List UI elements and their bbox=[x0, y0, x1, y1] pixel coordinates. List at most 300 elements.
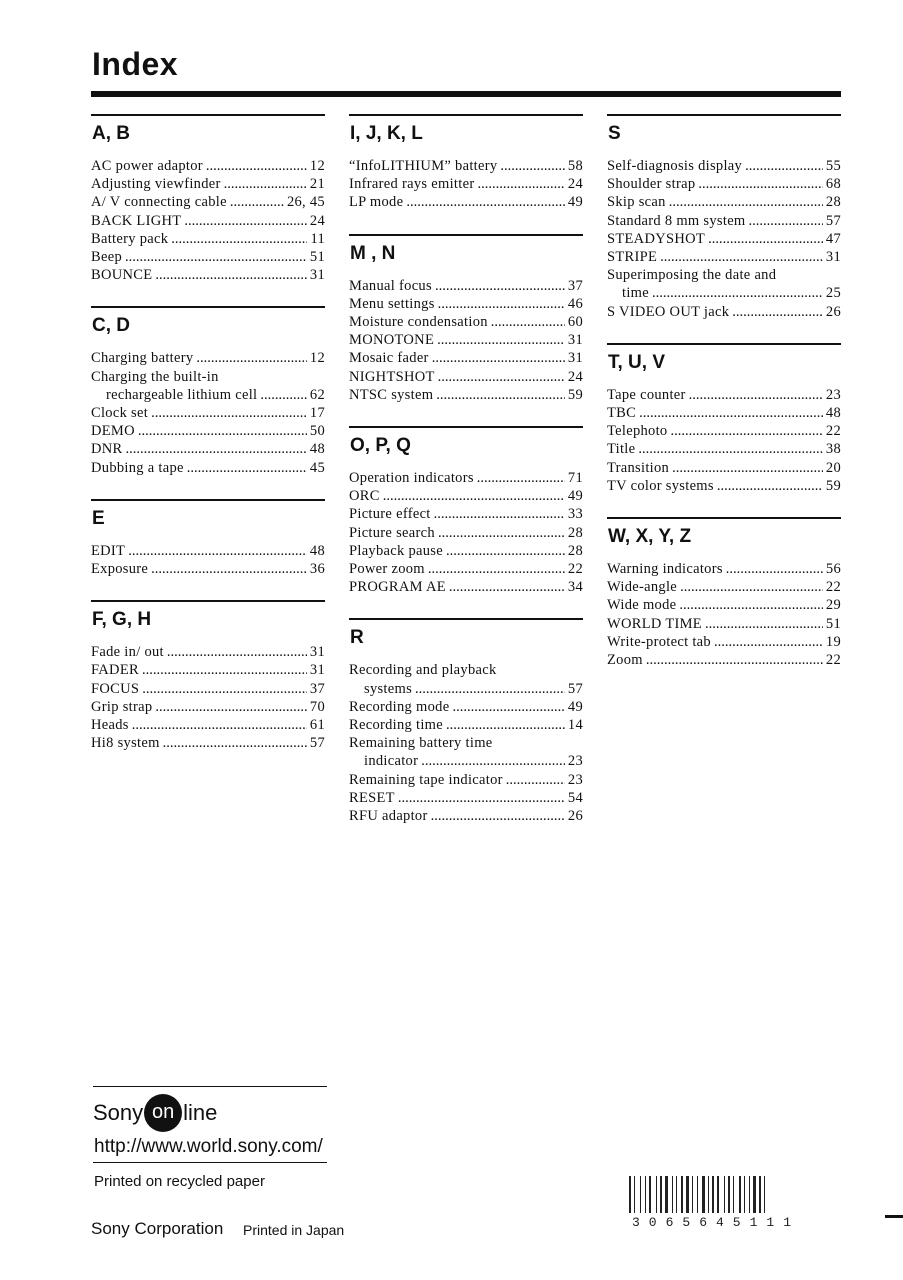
entry-row bbox=[91, 157, 325, 175]
dot-leader bbox=[206, 157, 307, 175]
section-heading: O, P, Q bbox=[350, 435, 411, 457]
corporation-name: Sony Corporation bbox=[91, 1219, 224, 1238]
entry-row bbox=[91, 440, 325, 458]
section-heading: C, D bbox=[92, 315, 130, 337]
barcode-bar bbox=[676, 1176, 677, 1213]
index-entry bbox=[91, 734, 325, 752]
entry-row bbox=[91, 404, 325, 422]
entry-row bbox=[607, 230, 841, 248]
index-entry bbox=[91, 212, 325, 230]
entry-term: Skip scan bbox=[607, 194, 666, 211]
entry-term-line: Superimposing the date and bbox=[607, 267, 777, 284]
website-url[interactable]: http://www.world.sony.com/ bbox=[94, 1136, 323, 1157]
entry-page-number: 14 bbox=[567, 717, 583, 734]
entry-page-number: 47 bbox=[825, 230, 841, 247]
entry-term: “InfoLITHIUM” battery bbox=[349, 158, 498, 174]
dot-leader bbox=[500, 157, 564, 175]
entry-page-number: 62 bbox=[309, 386, 325, 403]
entry-term: Write-protect tab bbox=[607, 633, 711, 650]
entry-row bbox=[91, 643, 325, 661]
index-entry bbox=[349, 368, 583, 386]
index-entry bbox=[607, 578, 841, 596]
entry-row bbox=[91, 716, 325, 734]
index-entry bbox=[607, 596, 841, 614]
footer-rule bbox=[93, 1162, 327, 1163]
entry-page-number: 49 bbox=[567, 488, 583, 505]
entry-list bbox=[607, 386, 841, 495]
dot-leader bbox=[138, 422, 307, 440]
entry-term: systems bbox=[364, 680, 413, 697]
dot-leader bbox=[491, 313, 565, 331]
entry-row bbox=[607, 386, 841, 404]
index-entry bbox=[607, 651, 841, 669]
index-entry bbox=[349, 193, 583, 211]
section-heading: F, G, H bbox=[92, 609, 152, 631]
entry-term: Charging battery bbox=[91, 350, 194, 367]
index-entry bbox=[91, 698, 325, 716]
entry-row bbox=[349, 331, 583, 349]
barcode-bar bbox=[634, 1176, 635, 1213]
entry-page-number: 29 bbox=[825, 597, 841, 614]
entry-row bbox=[349, 698, 583, 716]
entry-page-number: 21 bbox=[309, 176, 325, 193]
index-entry bbox=[91, 440, 325, 458]
entry-page-number: 48 bbox=[309, 441, 325, 458]
index-entry bbox=[607, 459, 841, 477]
dot-leader bbox=[434, 505, 565, 523]
entry-row bbox=[91, 698, 325, 716]
index-entry bbox=[91, 643, 325, 661]
entry-row bbox=[607, 422, 841, 440]
dot-leader bbox=[477, 175, 564, 193]
entry-page-number: 57 bbox=[825, 212, 841, 229]
index-entry bbox=[91, 248, 325, 266]
entry-page-number: 12 bbox=[309, 350, 325, 367]
entry-term: NIGHTSHOT bbox=[349, 368, 435, 385]
index-section bbox=[91, 600, 325, 752]
index-entry bbox=[349, 524, 583, 542]
dot-leader bbox=[708, 230, 823, 248]
entry-page-number: 59 bbox=[825, 477, 841, 494]
barcode-bar bbox=[712, 1176, 714, 1213]
entry-page-number: 71 bbox=[567, 470, 583, 487]
entry-term: Moisture condensation bbox=[349, 314, 488, 331]
entry-page-number: 37 bbox=[567, 277, 583, 294]
entry-term: A/ V connecting cable bbox=[91, 194, 227, 211]
entry-term: ORC bbox=[349, 488, 380, 505]
entry-row bbox=[607, 440, 841, 458]
entry-row bbox=[349, 505, 583, 523]
page-title: Index bbox=[92, 46, 179, 82]
entry-row bbox=[349, 807, 583, 825]
index-column-2 bbox=[349, 114, 583, 847]
entry-row bbox=[607, 615, 841, 633]
entry-row bbox=[607, 284, 841, 302]
barcode-bar bbox=[640, 1176, 641, 1213]
index-section bbox=[349, 426, 583, 596]
dot-leader bbox=[421, 752, 565, 770]
index-entry bbox=[349, 295, 583, 313]
barcode-bar bbox=[629, 1176, 631, 1213]
barcode-bar bbox=[753, 1176, 756, 1213]
index-entry bbox=[349, 331, 583, 349]
entry-term: S VIDEO OUT jack bbox=[607, 303, 730, 320]
index-entry bbox=[91, 459, 325, 477]
index-entry bbox=[91, 560, 325, 578]
barcode-bar bbox=[697, 1176, 698, 1213]
index-section bbox=[349, 114, 583, 212]
dot-leader bbox=[449, 578, 565, 596]
entry-term: BOUNCE bbox=[91, 267, 153, 284]
entry-row bbox=[91, 349, 325, 367]
dot-leader bbox=[660, 248, 823, 266]
index-section bbox=[349, 234, 583, 404]
entry-page-number: 31 bbox=[309, 644, 325, 661]
dot-leader bbox=[128, 542, 307, 560]
index-entry bbox=[349, 313, 583, 331]
entry-page-number: 31 bbox=[825, 249, 841, 266]
entry-page-number: 22 bbox=[825, 652, 841, 669]
entry-row bbox=[349, 175, 583, 193]
index-section bbox=[607, 517, 841, 669]
section-heading: W, X, Y, Z bbox=[608, 526, 692, 548]
entry-page-number: 48 bbox=[825, 405, 841, 422]
entry-term: Picture search bbox=[349, 524, 435, 541]
entry-term: MONOTONE bbox=[349, 332, 435, 349]
entry-list bbox=[349, 157, 583, 212]
entry-term: Tape counter bbox=[607, 386, 686, 403]
entry-row bbox=[349, 789, 583, 807]
entry-page-number: 51 bbox=[309, 249, 325, 266]
entry-row bbox=[607, 175, 841, 193]
entry-list bbox=[607, 157, 841, 321]
index-entry bbox=[91, 349, 325, 367]
entry-page-number: 61 bbox=[309, 717, 325, 734]
entry-row bbox=[91, 422, 325, 440]
index-entry bbox=[349, 661, 583, 697]
entry-term: Exposure bbox=[91, 561, 149, 578]
dot-leader bbox=[438, 524, 565, 542]
entry-row bbox=[607, 248, 841, 266]
index-entry bbox=[607, 422, 841, 440]
index-entry bbox=[349, 578, 583, 596]
entry-term: RESET bbox=[349, 789, 395, 806]
barcode-bar bbox=[717, 1176, 719, 1213]
dot-leader bbox=[652, 284, 823, 302]
entry-page-number: 45 bbox=[309, 459, 325, 476]
page-edge-mark bbox=[885, 1215, 903, 1218]
entry-term: STEADYSHOT bbox=[607, 230, 706, 247]
entry-term: Picture effect bbox=[349, 506, 431, 523]
entry-page-number: 59 bbox=[567, 386, 583, 403]
entry-term: FADER bbox=[91, 662, 139, 679]
entry-page-number: 56 bbox=[825, 561, 841, 578]
entry-page-number: 33 bbox=[567, 506, 583, 523]
entry-term: RFU adaptor bbox=[349, 808, 428, 825]
entry-list bbox=[349, 469, 583, 596]
index-section bbox=[349, 618, 583, 825]
index-entry bbox=[349, 386, 583, 404]
dot-leader bbox=[196, 349, 307, 367]
entry-term: indicator bbox=[364, 753, 419, 770]
index-entry bbox=[349, 469, 583, 487]
dot-leader bbox=[446, 716, 565, 734]
entry-row bbox=[91, 212, 325, 230]
entry-term: Fade in/ out bbox=[91, 644, 164, 661]
entry-list bbox=[349, 661, 583, 825]
dot-leader bbox=[187, 459, 307, 477]
dot-leader bbox=[679, 596, 823, 614]
entry-page-number: 58 bbox=[567, 158, 583, 174]
entry-row bbox=[349, 368, 583, 386]
index-entry bbox=[91, 716, 325, 734]
entry-page-number: 24 bbox=[567, 368, 583, 385]
entry-row bbox=[349, 771, 583, 789]
index-entry bbox=[91, 193, 325, 211]
dot-leader bbox=[745, 157, 823, 175]
entry-term: Heads bbox=[91, 717, 129, 734]
entry-page-number: 26 bbox=[825, 303, 841, 320]
entry-page-number: 22 bbox=[567, 561, 583, 578]
dot-leader bbox=[698, 175, 823, 193]
barcode-bar bbox=[656, 1176, 657, 1213]
footer-rule bbox=[93, 1086, 327, 1087]
index-entry bbox=[349, 734, 583, 770]
dot-leader bbox=[437, 331, 565, 349]
index-entry bbox=[349, 505, 583, 523]
index-entry bbox=[91, 404, 325, 422]
index-entry bbox=[91, 230, 325, 248]
entry-term: Wide-angle bbox=[607, 579, 678, 596]
entry-term: FOCUS bbox=[91, 680, 140, 697]
dot-leader bbox=[155, 698, 307, 716]
barcode-bar bbox=[681, 1176, 683, 1213]
entry-row bbox=[349, 469, 583, 487]
entry-page-number: 60 bbox=[567, 314, 583, 331]
entry-term: Telephoto bbox=[607, 423, 668, 440]
index-entry bbox=[607, 440, 841, 458]
dot-leader bbox=[432, 349, 565, 367]
entry-term: Title bbox=[607, 441, 636, 458]
title-rule bbox=[91, 91, 841, 97]
entry-row bbox=[607, 459, 841, 477]
entry-row bbox=[91, 175, 325, 193]
entry-page-number: 48 bbox=[309, 542, 325, 559]
barcode-bar bbox=[708, 1176, 709, 1213]
dot-leader bbox=[646, 651, 823, 669]
section-heading: A, B bbox=[92, 123, 130, 144]
barcode-bar bbox=[749, 1176, 750, 1213]
index-entry bbox=[607, 404, 841, 422]
entry-row bbox=[91, 661, 325, 679]
dot-leader bbox=[726, 560, 823, 578]
entry-row bbox=[91, 230, 325, 248]
dot-leader bbox=[260, 386, 307, 404]
entry-term: DEMO bbox=[91, 423, 135, 440]
barcode bbox=[627, 1176, 845, 1213]
entry-page-number: 28 bbox=[567, 524, 583, 541]
index-section bbox=[91, 114, 325, 284]
entry-row bbox=[607, 596, 841, 614]
entry-list bbox=[91, 542, 325, 578]
dot-leader bbox=[672, 459, 823, 477]
entry-term: Recording mode bbox=[349, 698, 450, 715]
entry-row bbox=[349, 157, 583, 175]
entry-term: STRIPE bbox=[607, 249, 658, 266]
entry-term: Operation indicators bbox=[349, 470, 474, 487]
entry-row bbox=[607, 560, 841, 578]
entry-list bbox=[349, 277, 583, 404]
dot-leader bbox=[230, 193, 284, 211]
sony-online-logo bbox=[93, 1094, 217, 1132]
index-entry bbox=[607, 157, 841, 175]
index-entry bbox=[91, 422, 325, 440]
entry-page-number: 49 bbox=[567, 698, 583, 715]
entry-page-number: 23 bbox=[567, 753, 583, 770]
entry-term: WORLD TIME bbox=[607, 615, 702, 632]
index-entry bbox=[349, 789, 583, 807]
entry-term-line: Recording and playback bbox=[349, 662, 497, 679]
dot-leader bbox=[749, 212, 823, 230]
barcode-bar bbox=[728, 1176, 730, 1213]
entry-page-number: 31 bbox=[567, 332, 583, 349]
entry-page-number: 28 bbox=[567, 542, 583, 559]
logo-text-on: on bbox=[144, 1094, 182, 1132]
entry-page-number: 38 bbox=[825, 441, 841, 458]
barcode-bar bbox=[724, 1176, 725, 1213]
dot-leader bbox=[435, 277, 565, 295]
entry-page-number: 22 bbox=[825, 579, 841, 596]
dot-leader bbox=[689, 386, 823, 404]
entry-term: LP mode bbox=[349, 194, 404, 211]
dot-leader bbox=[167, 643, 307, 661]
index-entry bbox=[349, 175, 583, 193]
entry-term: Infrared rays emitter bbox=[349, 176, 475, 193]
index-entry bbox=[349, 542, 583, 560]
entry-term: PROGRAM AE bbox=[349, 579, 446, 596]
index-entry bbox=[607, 175, 841, 193]
dot-leader bbox=[383, 487, 565, 505]
dot-leader bbox=[477, 469, 565, 487]
barcode-bar bbox=[665, 1176, 668, 1213]
barcode-bar bbox=[744, 1176, 745, 1213]
dot-leader bbox=[506, 771, 565, 789]
entry-page-number: 54 bbox=[567, 789, 583, 806]
index-entry bbox=[607, 248, 841, 266]
entry-page-number: 22 bbox=[825, 423, 841, 440]
barcode-bar bbox=[649, 1176, 651, 1213]
barcode-bar bbox=[692, 1176, 693, 1213]
entry-page-number: 55 bbox=[825, 158, 841, 174]
index-entry bbox=[349, 716, 583, 734]
dot-leader bbox=[438, 295, 565, 313]
barcode-bar bbox=[733, 1176, 734, 1213]
dot-leader bbox=[142, 680, 307, 698]
entry-page-number: 31 bbox=[309, 662, 325, 679]
barcode-bar bbox=[660, 1176, 662, 1213]
dot-leader bbox=[428, 560, 565, 578]
barcode-digits: 3065645111 bbox=[632, 1215, 801, 1230]
entry-term: Recording time bbox=[349, 717, 443, 734]
entry-page-number: 24 bbox=[309, 212, 325, 229]
entry-term: Clock set bbox=[91, 405, 149, 422]
entry-term: Beep bbox=[91, 249, 122, 266]
entry-term: rechargeable lithium cell bbox=[106, 386, 258, 403]
barcode-bar bbox=[686, 1176, 689, 1213]
entry-row bbox=[607, 404, 841, 422]
entry-row bbox=[91, 266, 325, 284]
entry-term: Zoom bbox=[607, 652, 643, 669]
entry-list bbox=[91, 349, 325, 476]
index-entry bbox=[349, 771, 583, 789]
entry-term: Grip strap bbox=[91, 698, 153, 715]
dot-leader bbox=[125, 248, 307, 266]
entry-term-line: Charging the built-in bbox=[91, 368, 219, 385]
dot-leader bbox=[406, 193, 565, 211]
dot-leader bbox=[680, 578, 823, 596]
entry-page-number: 49 bbox=[567, 194, 583, 211]
logo-text-line: line bbox=[183, 1100, 218, 1125]
barcode-bar bbox=[759, 1176, 761, 1213]
barcode-bar bbox=[645, 1176, 646, 1213]
index-entry bbox=[349, 349, 583, 367]
dot-leader bbox=[142, 661, 307, 679]
index-entry bbox=[607, 560, 841, 578]
entry-row bbox=[349, 193, 583, 211]
entry-term: BACK LIGHT bbox=[91, 212, 182, 229]
entry-row bbox=[91, 680, 325, 698]
index-entry bbox=[607, 266, 841, 302]
entry-row bbox=[349, 524, 583, 542]
entry-row bbox=[607, 633, 841, 651]
entry-term-line: Remaining battery time bbox=[349, 735, 493, 752]
entry-row bbox=[349, 680, 583, 698]
dot-leader bbox=[184, 212, 306, 230]
entry-page-number: 51 bbox=[825, 615, 841, 632]
entry-term: Playback pause bbox=[349, 542, 443, 559]
logo-text-sony: Sony bbox=[93, 1100, 144, 1125]
entry-page-number: 26 bbox=[567, 808, 583, 825]
dot-leader bbox=[151, 404, 307, 422]
index-section bbox=[91, 499, 325, 578]
entry-list bbox=[91, 643, 325, 752]
recycled-paper-note: Printed on recycled paper bbox=[94, 1173, 265, 1190]
section-heading: T, U, V bbox=[608, 351, 666, 373]
entry-page-number: 31 bbox=[309, 267, 325, 284]
index-column-1 bbox=[91, 114, 325, 774]
dot-leader bbox=[415, 680, 565, 698]
entry-page-number: 70 bbox=[309, 698, 325, 715]
index-entry bbox=[349, 807, 583, 825]
dot-leader bbox=[669, 193, 823, 211]
entry-row bbox=[91, 560, 325, 578]
entry-row bbox=[349, 542, 583, 560]
entry-page-number: 34 bbox=[567, 579, 583, 596]
entry-row bbox=[91, 193, 325, 211]
index-entry bbox=[607, 303, 841, 321]
entry-term: Self-diagnosis display bbox=[607, 158, 743, 174]
dot-leader bbox=[452, 698, 564, 716]
entry-term: Power zoom bbox=[349, 561, 425, 578]
entry-list bbox=[91, 157, 325, 284]
index-entry bbox=[91, 266, 325, 284]
printed-in-note: Printed in Japan bbox=[243, 1222, 345, 1238]
entry-page-number: 68 bbox=[825, 176, 841, 193]
entry-term: Mosaic fader bbox=[349, 350, 429, 367]
dot-leader bbox=[714, 633, 823, 651]
section-heading: I, J, K, L bbox=[350, 123, 423, 144]
entry-row bbox=[607, 193, 841, 211]
